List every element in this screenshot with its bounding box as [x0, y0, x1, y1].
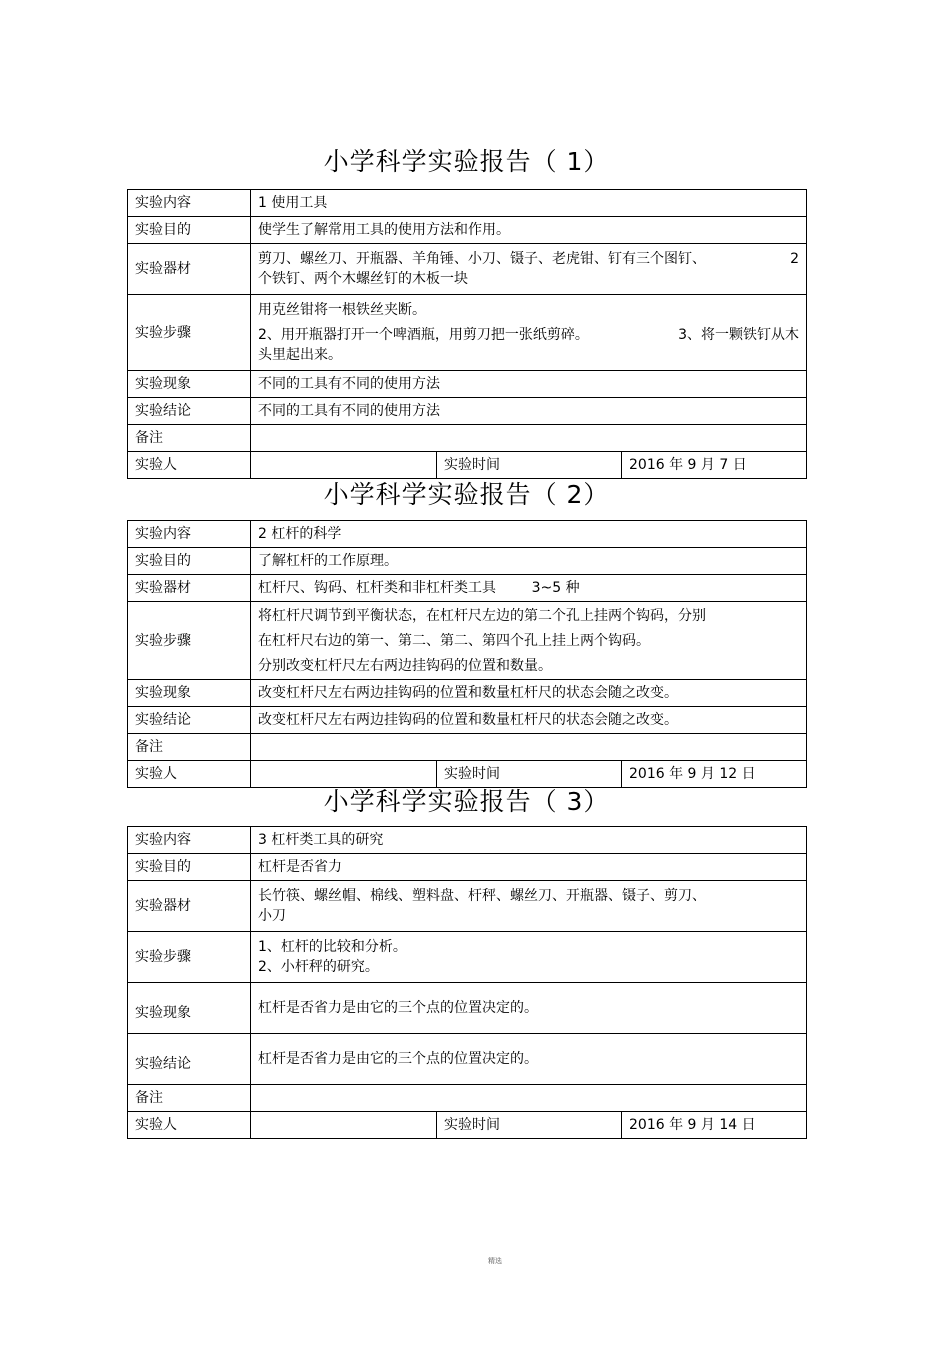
label-steps: 实验步骤 [128, 602, 251, 680]
label-purpose: 实验目的 [128, 548, 251, 575]
value-content: 2 杠杆的科学 [251, 521, 807, 548]
value-phenomenon: 杠杆是否省力是由它的三个点的位置决定的。 [251, 983, 807, 1034]
steps-line-2-end: 3、将一颗铁钉从木 [678, 327, 800, 343]
steps-line-1: 1、杠杆的比较和分析。 [258, 939, 407, 955]
label-time: 实验时间 [437, 1112, 622, 1139]
steps-line-2: 在杠杆尺右边的第一、第二、第二、第四个孔上挂上两个钩码。 [258, 632, 650, 649]
row-conclusion [128, 1034, 807, 1085]
value-purpose: 杠杆是否省力 [251, 854, 807, 881]
value-phenomenon: 不同的工具有不同的使用方法 [251, 371, 807, 398]
label-purpose: 实验目的 [128, 854, 251, 881]
row-phenomenon [128, 680, 807, 707]
label-conclusion: 实验结论 [128, 1034, 251, 1085]
row-content [128, 827, 807, 854]
row-conclusion [128, 398, 807, 425]
value-notes [251, 734, 807, 761]
label-time: 实验时间 [437, 761, 622, 788]
value-conclusion: 改变杠杆尺左右两边挂钩码的位置和数量杠杆尺的状态会随之改变。 [251, 707, 807, 734]
label-conclusion: 实验结论 [128, 398, 251, 425]
steps-line-1: 将杠杆尺调节到平衡状态，在杠杆尺左边的第二个孔上挂两个钩码，分别 [258, 607, 706, 624]
value-date: 2016 年 9 月 7 日 [622, 452, 807, 479]
report-1-table [127, 189, 807, 479]
value-purpose: 使学生了解常用工具的使用方法和作用。 [251, 217, 807, 244]
row-person [128, 761, 807, 788]
label-content: 实验内容 [128, 827, 251, 854]
value-conclusion: 不同的工具有不同的使用方法 [251, 398, 807, 425]
value-materials: 杠杆尺、钩码、杠杆类和非杠杆类工具 3~5 种 [251, 575, 807, 602]
label-notes: 备注 [128, 425, 251, 452]
row-materials [128, 881, 807, 932]
label-phenomenon: 实验现象 [128, 983, 251, 1034]
report-1-title: 小学科学实验报告（ 1） [323, 147, 610, 176]
materials-line-2: 小刀 [258, 908, 286, 924]
row-purpose [128, 548, 807, 575]
materials-line-1: 长竹筷、螺丝帽、棉线、塑料盘、杆秤、螺丝刀、开瓶器、镊子、剪刀、 [258, 888, 706, 904]
materials-line-2: 个铁钉、两个木螺丝钉的木板一块 [258, 271, 468, 287]
materials-line-1-end: 2 [790, 251, 800, 267]
page-footer: 精选 [488, 1257, 502, 1265]
label-purpose: 实验目的 [128, 217, 251, 244]
value-notes [251, 425, 807, 452]
label-materials: 实验器材 [128, 575, 251, 602]
label-notes: 备注 [128, 1085, 251, 1112]
label-content: 实验内容 [128, 190, 251, 217]
report-2-table [127, 520, 807, 788]
label-phenomenon: 实验现象 [128, 680, 251, 707]
row-person [128, 452, 807, 479]
label-time: 实验时间 [437, 452, 622, 479]
label-content: 实验内容 [128, 521, 251, 548]
row-content [128, 521, 807, 548]
value-conclusion: 杠杆是否省力是由它的三个点的位置决定的。 [251, 1034, 807, 1085]
value-person [251, 1112, 437, 1139]
report-3-table [127, 826, 807, 1139]
value-materials [251, 244, 807, 295]
row-steps [128, 295, 807, 371]
row-materials [128, 575, 807, 602]
row-notes [128, 1085, 807, 1112]
label-steps: 实验步骤 [128, 932, 251, 983]
value-content: 3 杠杆类工具的研究 [251, 827, 807, 854]
row-phenomenon [128, 983, 807, 1034]
label-person: 实验人 [128, 452, 251, 479]
row-notes [128, 734, 807, 761]
value-notes [251, 1085, 807, 1112]
value-content: 1 使用工具 [251, 190, 807, 217]
label-person: 实验人 [128, 1112, 251, 1139]
row-conclusion [128, 707, 807, 734]
row-steps [128, 602, 807, 680]
steps-line-3: 分别改变杠杆尺左右两边挂钩码的位置和数量。 [258, 657, 552, 674]
row-person [128, 1112, 807, 1139]
value-steps [251, 932, 807, 983]
value-steps [251, 295, 807, 371]
value-materials [251, 881, 807, 932]
value-purpose: 了解杠杆的工作原理。 [251, 548, 807, 575]
label-steps: 实验步骤 [128, 295, 251, 371]
steps-line-2: 2、用开瓶器打开一个啤酒瓶，用剪刀把一张纸剪碎。 [258, 327, 589, 343]
value-date: 2016 年 9 月 12 日 [622, 761, 807, 788]
label-conclusion: 实验结论 [128, 707, 251, 734]
label-phenomenon: 实验现象 [128, 371, 251, 398]
value-steps [251, 602, 807, 680]
label-materials: 实验器材 [128, 881, 251, 932]
label-notes: 备注 [128, 734, 251, 761]
row-steps [128, 932, 807, 983]
row-materials [128, 244, 807, 295]
row-notes [128, 425, 807, 452]
label-person: 实验人 [128, 761, 251, 788]
value-date: 2016 年 9 月 14 日 [622, 1112, 807, 1139]
row-phenomenon [128, 371, 807, 398]
report-3-title: 小学科学实验报告（ 3） [323, 787, 610, 816]
steps-line-2: 2、小杆秤的研究。 [258, 959, 379, 975]
value-person [251, 761, 437, 788]
materials-line-1: 剪刀、螺丝刀、开瓶器、羊角锤、小刀、镊子、老虎钳、钉有三个图钉、 [258, 251, 706, 267]
row-purpose [128, 217, 807, 244]
row-content [128, 190, 807, 217]
value-person [251, 452, 437, 479]
value-phenomenon: 改变杠杆尺左右两边挂钩码的位置和数量杠杆尺的状态会随之改变。 [251, 680, 807, 707]
row-purpose [128, 854, 807, 881]
steps-line-3: 头里起出来。 [258, 347, 342, 363]
steps-line-1: 用克丝钳将一根铁丝夹断。 [258, 302, 426, 318]
report-2-title: 小学科学实验报告（ 2） [323, 480, 610, 509]
label-materials: 实验器材 [128, 244, 251, 295]
